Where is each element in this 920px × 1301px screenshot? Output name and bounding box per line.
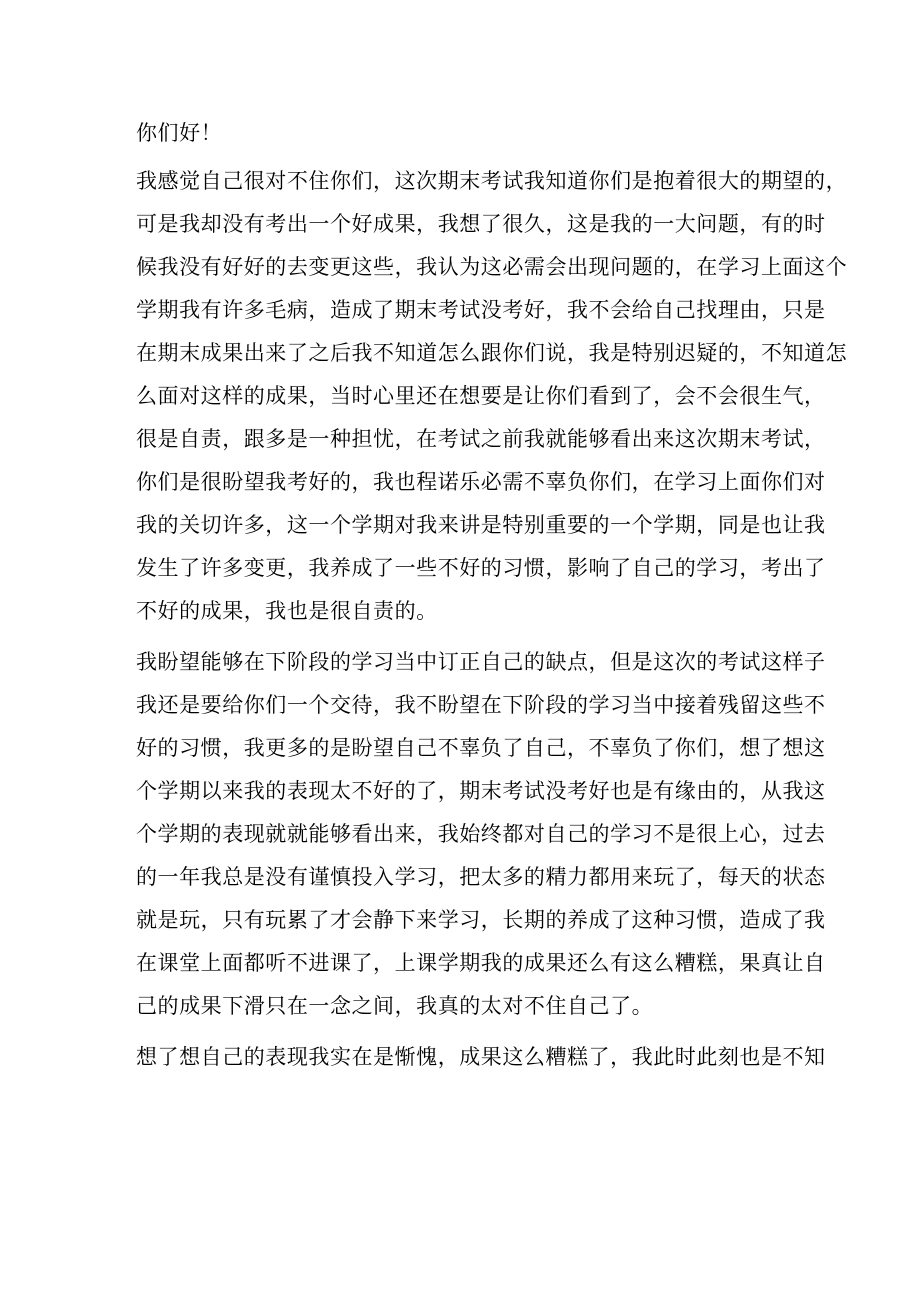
paragraph-line: 个学期以来我的表现太不好的了，期末考试没考好也是有缘由的，从我这 (136, 779, 826, 803)
paragraph-line: 我感觉自己很对不住你们，这次期末考试我知道你们是抱着很大的期望的， (136, 169, 848, 193)
paragraph-1 (136, 160, 848, 633)
paragraph-line: 学期我有许多毛病，造成了期末考试没考好，我不会给自己找理由，只是 (136, 298, 826, 322)
paragraph-line: 好的习惯，我更多的是盼望自己不辜负了自己，不辜负了你们，想了想这 (136, 736, 826, 760)
paragraph-line: 在期末成果出来了之后我不知道怎么跟你们说，我是特别迟疑的，不知道怎 (136, 341, 848, 365)
paragraph-line: 在课堂上面都听不进课了，上课学期我的成果还么有这么糟糕，果真让自 (136, 951, 826, 975)
greeting: 你们好！ (136, 121, 223, 145)
paragraph-line: 就是玩，只有玩累了才会静下来学习，长期的养成了这种习惯，造成了我 (136, 908, 826, 932)
paragraph-line: 我盼望能够在下阶段的学习当中订正自己的缺点，但是这次的考试这样子 (136, 650, 826, 674)
paragraph-line: 我还是要给你们一个交待，我不盼望在下阶段的学习当中接着残留这些不 (136, 693, 826, 717)
paragraph-3 (136, 1036, 826, 1079)
paragraph-line: 很是自责，跟多是一种担忧，在考试之前我就能够看出来这次期末考试， (136, 427, 826, 451)
paragraph-line: 想了想自己的表现我实在是惭愧，成果这么糟糕了，我此时此刻也是不知 (136, 1045, 826, 1069)
paragraph-line: 个学期的表现就就能够看出来，我始终都对自己的学习不是很上心，过去 (136, 822, 826, 846)
paragraph-line: 我的关切许多，这一个学期对我来讲是特别重要的一个学期，同是也让我 (136, 513, 826, 537)
paragraph-line: 候我没有好好的去变更这些，我认为这必需会出现问题的，在学习上面这个 (136, 255, 848, 279)
paragraph-line: 你们是很盼望我考好的，我也程诺乐必需不辜负你们，在学习上面你们对 (136, 470, 826, 494)
paragraph-line: 发生了许多变更，我养成了一些不好的习惯，影响了自己的学习，考出了 (136, 556, 826, 580)
paragraph-line: 己的成果下滑只在一念之间，我真的太对不住自己了。 (136, 994, 654, 1018)
paragraph-line: 么面对这样的成果，当时心里还在想要是让你们看到了，会不会很生气， (136, 384, 826, 408)
paragraph-2 (136, 641, 826, 1028)
document-body (136, 112, 848, 1079)
paragraph-line: 的一年我总是没有谨慎投入学习，把太多的精力都用来玩了，每天的状态 (136, 865, 826, 889)
paragraph-line: 可是我却没有考出一个好成果，我想了很久，这是我的一大问题，有的时 (136, 212, 826, 236)
paragraph-line: 不好的成果，我也是很自责的。 (136, 599, 438, 623)
